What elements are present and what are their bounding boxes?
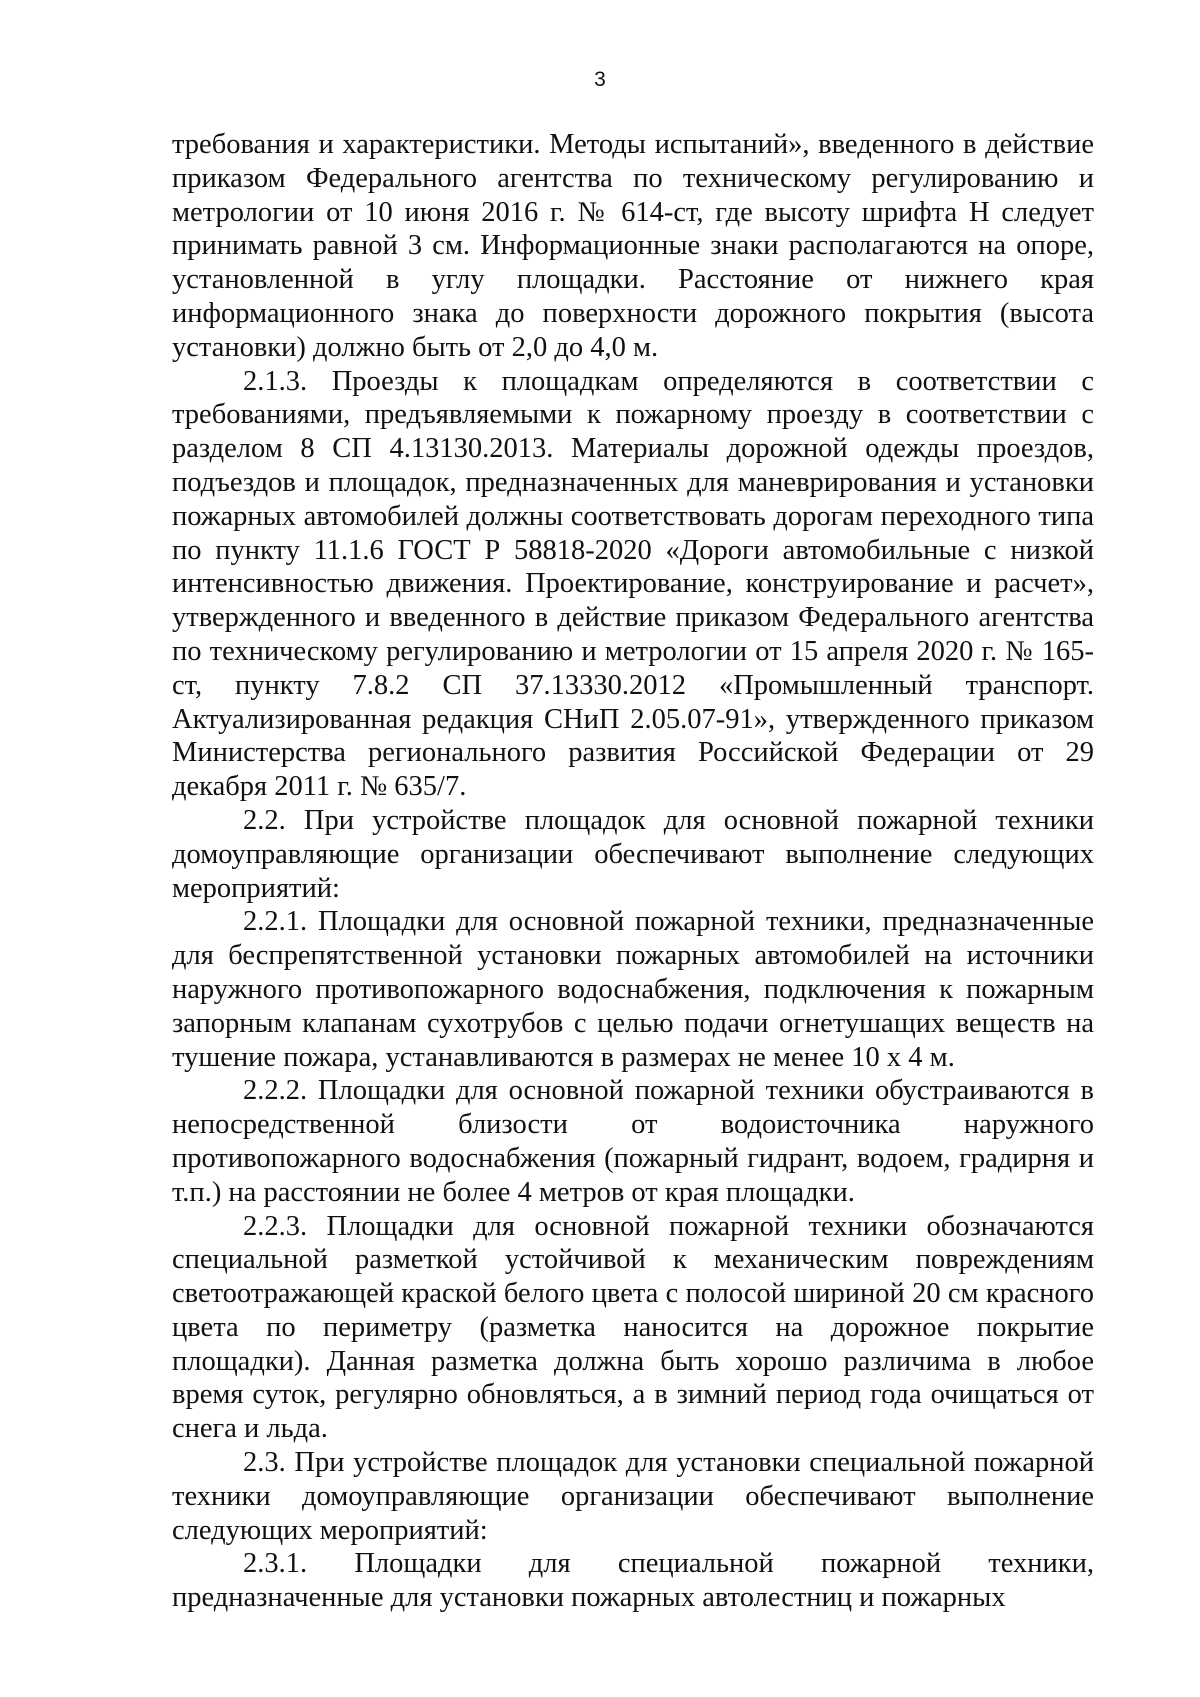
paragraph-2-2: 2.2. При устройстве площадок для основной пожарной техники домоуправляющие организации обеспечивают выполнение следующих мероприятий: bbox=[172, 804, 1094, 904]
page-number: 3 bbox=[594, 68, 606, 91]
paragraph-2-3: 2.3. При устройстве площадок для установки специальной пожарной техники домоуправляющие организации обеспечивают выполнение следующих мероприятий: bbox=[172, 1447, 1094, 1546]
paragraph-continuation: требования и характеристики. Методы испытаний», введенного в действие приказом Федерального агентства по техническому регулированию и метрологии от 10 июня 2016 г. № 614-ст, где высоту шрифта Н следует принимать равной 3 см. Информационные знаки располагаются на опоре, установленной в углу площадки. Расстояние от нижнего края информационного знака до поверхности дорожного покрытия (высота установки) должно быть от 2,0 до 4,0 м. bbox=[172, 129, 1094, 363]
paragraph-2-3-1: 2.3.1. Площадки для специальной пожарной техники, предназначенные для установки пожарных автолестниц и пожарных bbox=[172, 1548, 1094, 1614]
paragraph-2-2-3: 2.2.3. Площадки для основной пожарной техники обозначаются специальной разметкой устойчивой к механическим повреждениям светоотражающей краской белого цвета с полосой шириной 20 см красного цвета по периметру (разметка наносится на дорожное покрытие площадки). Данная разметка должна быть хорошо различима в любое время суток, регулярно обновляться, а в зимний период года очищаться от снега и льда. bbox=[172, 1210, 1094, 1445]
paragraph-2-2-1: 2.2.1. Площадки для основной пожарной техники, предназначенные для беспрепятственной установки пожарных автомобилей на источники наружного противопожарного водоснабжения, подключения к пожарным запорным клапанам сухотрубов с целью подачи огнетушащих веществ на тушение пожара, устанавливаются в размерах не менее 10 х 4 м. bbox=[172, 906, 1094, 1073]
paragraph-2-2-2: 2.2.2. Площадки для основной пожарной техники обустраиваются в непосредственной близости от водоисточника наружного противопожарного водоснабжения (пожарный гидрант, водоем, градирня и т.п.) на расстоянии не более 4 метров от края площадки. bbox=[172, 1075, 1094, 1208]
paragraph-2-1-3: 2.1.3. Проезды к площадкам определяются в соответствии с требованиями, предъявляемыми к пожарному проезду в соответствии с разделом 8 СП 4.13130.2013. Материалы дорожной одежды проездов, подъездов и площадок, предназначенных для маневрирования и установки пожарных автомобилей должны соответствовать дорогам переходного типа по пункту 11.1.6 ГОСТ Р 58818-2020 «Дороги автомобильные с низкой интенсивностью движения. Проектирование, конструирование и расчет», утвержденного и введенного в действие приказом Федерального агентства по техническому регулированию и метрологии от 15 апреля 2020 г. № 165-ст, пункту 7.8.2 СП 37.13330.2012 «Промышленный транспорт. Актуализированная редакция СНиП 2.05.07-91», утвержденного приказом Министерства регионального развития Российской Федерации от 29 декабря 2011 г. № 635/7. bbox=[172, 365, 1094, 803]
document-body bbox=[172, 128, 1094, 1615]
